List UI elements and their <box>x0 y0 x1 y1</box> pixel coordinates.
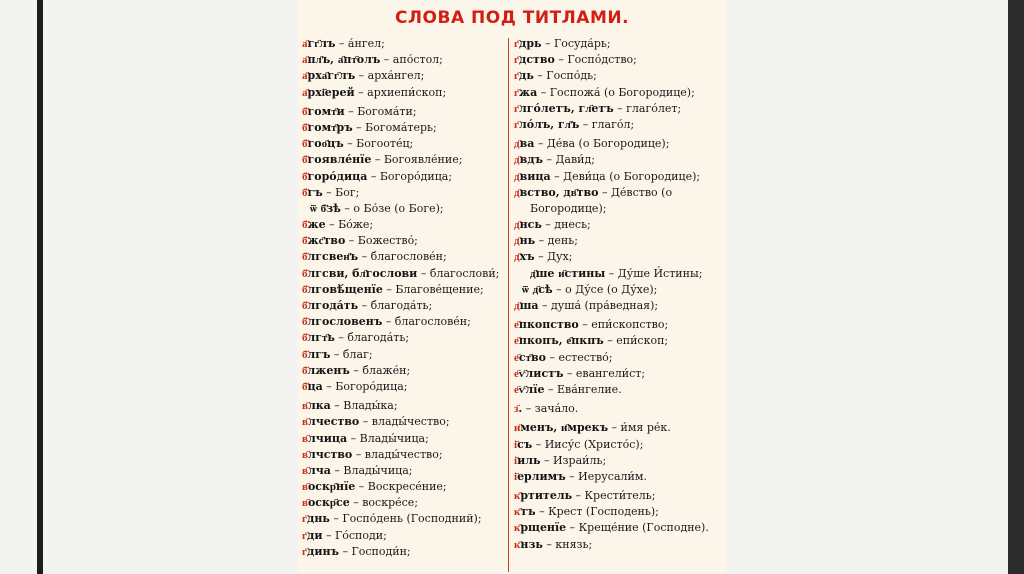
glossary-entry <box>514 382 724 398</box>
red-initial: и҃ <box>514 421 521 435</box>
slavonic-abbreviation: тъ <box>520 505 536 519</box>
russian-meaning: – естество́; <box>545 350 613 364</box>
slavonic-abbreviation: оскр҃се <box>307 496 350 510</box>
slavonic-abbreviation: лго́летъ, гл҃етъ <box>519 101 614 115</box>
russian-meaning: – епи́скопство; <box>578 318 669 332</box>
glossary-entry <box>514 117 724 133</box>
russian-meaning: – Госпожа́ (о Богородице); <box>537 85 695 99</box>
glossary-entry <box>302 379 506 395</box>
russian-meaning: – благослове́н; <box>358 250 447 264</box>
russian-meaning: – Де́вство (о <box>598 185 673 199</box>
glossary-entry <box>302 347 506 363</box>
red-initial: б҃ <box>302 347 308 361</box>
red-initial: в҃ <box>302 480 308 494</box>
slavonic-abbreviation: лгсви, бл҃гослови <box>307 266 418 280</box>
slavonic-abbreviation: ѵ҃лїе <box>518 382 545 396</box>
glossary-entry <box>514 249 724 265</box>
russian-meaning: – Де́ва (о Богородице); <box>534 137 670 151</box>
red-initial: і҃ <box>514 453 518 467</box>
glossary-entry <box>302 266 506 282</box>
glossary-entry <box>302 282 506 298</box>
red-initial: б҃ <box>302 120 308 134</box>
russian-meaning: – Богоро́дица; <box>367 169 453 183</box>
russian-meaning: Богородице); <box>530 201 607 215</box>
red-initial: б҃ <box>302 250 308 264</box>
slavonic-abbreviation: лгсвен҃ъ <box>307 250 359 264</box>
red-initial: б҃ <box>302 315 308 329</box>
red-initial: д҃ <box>514 299 520 312</box>
russian-meaning: – а́нгел; <box>335 37 385 50</box>
red-initial: а҃ <box>302 69 308 83</box>
slavonic-abbreviation: днь <box>307 512 330 526</box>
slavonic-abbreviation: лгъ <box>307 347 331 361</box>
red-initial: г҃ <box>514 53 519 67</box>
slavonic-abbreviation: . <box>518 402 523 416</box>
glossary-entry <box>302 152 506 168</box>
russian-meaning: – Господи́н; <box>338 544 411 558</box>
slavonic-abbreviation: ѵ҃листъ <box>518 366 564 380</box>
glossary-entry <box>302 201 506 217</box>
glossary-entry <box>514 233 724 249</box>
red-initial: г҃ <box>514 101 519 115</box>
russian-meaning: – Богома́терь; <box>352 120 437 134</box>
glossary-entry <box>302 217 506 233</box>
red-initial: в҃ <box>302 463 308 477</box>
red-initial: д҃ <box>514 250 520 264</box>
glossary-entry <box>514 537 724 553</box>
slavonic-abbreviation: же <box>307 218 326 232</box>
red-initial: б҃ <box>302 104 308 118</box>
russian-meaning: – Деви́ца (о Богородице); <box>550 169 701 183</box>
glossary-entry <box>302 136 506 152</box>
russian-meaning: – Дави́д; <box>543 153 595 167</box>
russian-meaning: – Госпо́дство; <box>554 53 637 67</box>
russian-meaning: – Богооте́ц; <box>343 137 414 151</box>
glossary-entry <box>514 488 724 504</box>
russian-meaning: – душа́ (пра́ведная); <box>538 299 659 312</box>
slavonic-abbreviation: вство, дв҃тво <box>519 185 599 199</box>
russian-meaning: – Ду́ше И́стины; <box>605 266 703 280</box>
slavonic-abbreviation: гг҃лъ <box>307 37 336 50</box>
russian-meaning: – Иерусали́м. <box>565 469 647 483</box>
russian-meaning: – влады́чество; <box>352 447 443 461</box>
red-initial: д҃ <box>514 234 520 248</box>
red-initial: а҃ <box>302 85 308 99</box>
slavonic-abbreviation: пкопство <box>518 318 579 332</box>
glossary-entry <box>514 366 724 382</box>
glossary-entry <box>302 495 506 511</box>
russian-meaning: – князь; <box>542 537 593 551</box>
glossary-entry <box>514 453 724 469</box>
glossary-entry <box>302 479 506 495</box>
russian-meaning: – Божество́; <box>345 234 418 248</box>
russian-meaning: – день; <box>535 234 578 248</box>
left-column <box>302 36 506 560</box>
slavonic-abbreviation: ѿ б҃зѣ <box>310 201 341 215</box>
glossary-entry <box>514 298 724 314</box>
glossary-entry <box>514 185 724 201</box>
russian-meaning: – Госпо́день (Господний); <box>329 512 482 526</box>
red-initial: б҃ <box>302 379 308 393</box>
glossary-entry <box>302 36 506 52</box>
glossary-entry <box>302 463 506 479</box>
red-initial: з҃ <box>514 402 519 416</box>
glossary-entry <box>302 85 506 101</box>
slavonic-abbreviation: горо́дица <box>307 169 368 183</box>
slavonic-abbreviation: жа <box>519 85 538 99</box>
slavonic-abbreviation: ва <box>519 137 535 151</box>
glossary-entry <box>514 101 724 117</box>
red-initial: б҃ <box>302 299 308 312</box>
red-initial: г҃ <box>302 512 307 526</box>
glossary-entry <box>302 68 506 84</box>
glossary-entry <box>514 504 724 520</box>
russian-meaning: – воскре́се; <box>349 496 419 510</box>
glossary-entry <box>514 266 724 282</box>
red-initial: е҃ <box>514 318 519 332</box>
glossary-entry <box>514 469 724 485</box>
russian-meaning: – апо́стол; <box>380 53 443 67</box>
slavonic-abbreviation: лча <box>307 463 331 477</box>
slavonic-abbreviation: пкопъ, е҃пкпъ <box>518 334 604 348</box>
slavonic-abbreviation: менъ, и҃мрекъ <box>520 421 609 435</box>
russian-meaning: – Иису́с (Христо́с); <box>532 437 644 451</box>
glossary-entry <box>302 52 506 68</box>
red-initial: к҃ <box>514 537 521 551</box>
glossary-entry <box>514 437 724 453</box>
russian-meaning: – влады́чество; <box>359 415 450 429</box>
red-initial: е҃ <box>514 382 519 396</box>
slavonic-abbreviation: ртитель <box>520 489 573 503</box>
red-initial: б҃ <box>302 266 308 280</box>
red-initial: е҃ <box>514 334 519 348</box>
red-initial: б҃ <box>302 282 308 296</box>
glossary-entry <box>302 544 506 560</box>
slavonic-abbreviation: лговѣ́щенїе <box>307 282 383 296</box>
russian-meaning: – Богоро́дица; <box>322 379 408 393</box>
russian-meaning: – Благове́щение; <box>382 282 484 296</box>
glossary-entry <box>514 420 724 436</box>
red-initial: б҃ <box>302 185 308 199</box>
glossary-entry <box>514 85 724 101</box>
red-initial: б҃ <box>302 234 308 248</box>
glossary-entry <box>302 414 506 430</box>
glossary-entry <box>514 401 724 417</box>
red-initial: д҃ <box>514 169 520 183</box>
glossary-entry <box>302 233 506 249</box>
glossary-entry <box>514 350 724 366</box>
slavonic-abbreviation: дрь <box>519 37 542 50</box>
slavonic-abbreviation: лгт҃ь <box>307 331 335 345</box>
right-column <box>514 36 724 553</box>
red-initial: к҃ <box>514 521 521 535</box>
slavonic-abbreviation: д҃ше и҃стины <box>530 266 606 280</box>
russian-meaning: – Дух; <box>534 250 573 264</box>
russian-meaning: – Бог; <box>322 185 360 199</box>
russian-meaning: – Влады́ка; <box>330 399 398 413</box>
glossary-entry <box>302 314 506 330</box>
red-initial: г҃ <box>514 85 519 99</box>
red-initial: г҃ <box>514 37 519 50</box>
red-initial: г҃ <box>514 117 519 131</box>
red-initial: г҃ <box>514 69 519 83</box>
red-initial: в҃ <box>302 415 308 429</box>
slavonic-abbreviation: съ <box>517 437 533 451</box>
glossary-entry <box>514 201 724 217</box>
russian-meaning: – благода́ть; <box>358 299 433 312</box>
red-initial: б҃ <box>302 331 308 345</box>
glossary-entry <box>302 298 506 314</box>
russian-meaning: – Крест (Господень); <box>535 505 659 519</box>
glossary-entry <box>514 520 724 536</box>
glossary-entry <box>302 169 506 185</box>
russian-meaning: – Крести́тель; <box>572 489 656 503</box>
glossary-entry <box>302 447 506 463</box>
russian-meaning: – глаго́л; <box>579 117 635 131</box>
glossary-entry <box>302 511 506 527</box>
slavonic-abbreviation: вдъ <box>519 153 543 167</box>
russian-meaning: – благ; <box>330 347 373 361</box>
russian-meaning: – благослови́; <box>417 266 500 280</box>
document-page <box>298 0 726 574</box>
slavonic-abbreviation: вица <box>519 169 551 183</box>
red-initial: б҃ <box>302 363 308 377</box>
russian-meaning: – Ева́нгелие. <box>544 382 622 396</box>
red-initial: к҃ <box>514 489 521 503</box>
red-initial: д҃ <box>514 218 520 232</box>
left-dark-border <box>37 0 43 574</box>
red-initial: в҃ <box>302 447 308 461</box>
glossary-entry <box>514 52 724 68</box>
slavonic-abbreviation: гоо҃цъ <box>307 137 344 151</box>
slavonic-abbreviation: иль <box>517 453 541 467</box>
slavonic-abbreviation: ди <box>307 528 323 542</box>
right-dark-border <box>1008 0 1024 574</box>
russian-meaning: – арха́нгел; <box>355 69 425 83</box>
red-initial: і҃ <box>514 469 518 483</box>
glossary-entry <box>514 136 724 152</box>
red-initial: е҃ <box>514 350 519 364</box>
slavonic-abbreviation: хъ <box>519 250 535 264</box>
glossary-entry <box>302 528 506 544</box>
slavonic-abbreviation: динъ <box>307 544 339 558</box>
slavonic-abbreviation: лка <box>307 399 331 413</box>
russian-meaning: – блаже́н; <box>349 363 411 377</box>
russian-meaning: – зача́ло. <box>522 402 579 416</box>
glossary-entry <box>514 68 724 84</box>
slavonic-abbreviation: лгословенъ <box>307 315 383 329</box>
slavonic-abbreviation: ерлимъ <box>517 469 566 483</box>
glossary-entry <box>514 333 724 349</box>
slavonic-abbreviation: ца <box>307 379 323 393</box>
glossary-entry <box>302 249 506 265</box>
red-initial: а҃ <box>302 53 308 67</box>
glossary-entry <box>514 282 724 298</box>
russian-meaning: – Бо́же; <box>325 218 374 232</box>
russian-meaning: – о Ду́се (о Ду́хе); <box>552 282 658 296</box>
slavonic-abbreviation: пл҃ъ, а҃пт҃олъ <box>307 53 381 67</box>
red-initial: д҃ <box>514 137 520 151</box>
russian-meaning: – благослове́н; <box>382 315 471 329</box>
red-initial: г҃ <box>302 528 307 542</box>
russian-meaning: – и́мя ре́к. <box>608 421 671 435</box>
red-initial: г҃ <box>302 544 307 558</box>
russian-meaning: – Израи́ль; <box>540 453 607 467</box>
glossary-entry <box>514 169 724 185</box>
red-initial: б҃ <box>302 137 308 151</box>
slavonic-abbreviation: лгода́ть <box>307 299 359 312</box>
glossary-entry <box>302 431 506 447</box>
russian-meaning: – Го́споди; <box>322 528 387 542</box>
slavonic-abbreviation: ѿ д҃сѣ <box>522 282 553 296</box>
russian-meaning: – Влады́чица; <box>347 431 429 445</box>
slavonic-abbreviation: лженъ <box>307 363 350 377</box>
russian-meaning: – архиепи́скоп; <box>354 85 447 99</box>
slavonic-abbreviation: гоявле́нїе <box>307 153 372 167</box>
glossary-entry <box>514 152 724 168</box>
slavonic-abbreviation: нсь <box>519 218 542 232</box>
slavonic-abbreviation: гомт҃ръ <box>307 120 353 134</box>
russian-meaning: – Богома́ти; <box>344 104 417 118</box>
column-divider <box>508 38 509 572</box>
slavonic-abbreviation: дство <box>519 53 555 67</box>
slavonic-abbreviation: гъ <box>307 185 323 199</box>
slavonic-abbreviation: гомт҃и <box>307 104 345 118</box>
red-initial: б҃ <box>302 218 308 232</box>
slavonic-abbreviation: дь <box>519 69 534 83</box>
slavonic-abbreviation: нзь <box>520 537 543 551</box>
russian-meaning: – Влады́чица; <box>330 463 413 477</box>
slavonic-abbreviation: рха҃гг҃лъ <box>307 69 356 83</box>
russian-meaning: – благода́ть; <box>334 331 410 345</box>
slavonic-abbreviation: рщенїе <box>520 521 567 535</box>
slavonic-abbreviation: лчство <box>307 447 353 461</box>
slavonic-abbreviation: лчица <box>307 431 348 445</box>
slavonic-abbreviation: ша <box>519 299 539 312</box>
russian-meaning: – Богоявле́ние; <box>371 153 463 167</box>
red-initial: е҃ <box>514 366 519 380</box>
slavonic-abbreviation: ло́лъ, гл҃ъ <box>519 117 580 131</box>
slavonic-abbreviation: жс҃тво <box>307 234 346 248</box>
russian-meaning: – Госпо́дь; <box>533 69 597 83</box>
red-initial: а҃ <box>302 37 308 50</box>
glossary-entry <box>302 185 506 201</box>
glossary-entry <box>514 36 724 52</box>
russian-meaning: – о Бо́зе (о Боге); <box>340 201 444 215</box>
glossary-entry <box>302 330 506 346</box>
russian-meaning: – Креще́ние (Господне). <box>566 521 709 535</box>
page-title: СЛОВА ПОД ТИТЛАМИ. <box>394 8 630 28</box>
glossary-entry <box>302 104 506 120</box>
glossary-entry <box>302 398 506 414</box>
red-initial: в҃ <box>302 431 308 445</box>
red-initial: б҃ <box>302 169 308 183</box>
red-initial: в҃ <box>302 399 308 413</box>
red-initial: б҃ <box>302 153 308 167</box>
glossary-entry <box>302 120 506 136</box>
red-initial: в҃ <box>302 496 308 510</box>
russian-meaning: – епи́скоп; <box>603 334 669 348</box>
red-initial: д҃ <box>514 185 520 199</box>
red-initial: к҃ <box>514 505 521 519</box>
russian-meaning: – днесь; <box>541 218 591 232</box>
slavonic-abbreviation: рхі҃ерей <box>307 85 355 99</box>
glossary-entry <box>302 363 506 379</box>
slavonic-abbreviation: лчество <box>307 415 360 429</box>
glossary-entry <box>514 217 724 233</box>
slavonic-abbreviation: нь <box>519 234 536 248</box>
russian-meaning: – Госуда́рь; <box>541 37 611 50</box>
slavonic-abbreviation: ст҃во <box>518 350 546 364</box>
russian-meaning: – евангели́ст; <box>563 366 646 380</box>
glossary-entry <box>514 317 724 333</box>
slavonic-abbreviation: оскр҃нїе <box>307 480 356 494</box>
red-initial: д҃ <box>514 153 520 167</box>
red-initial: і҃ <box>514 437 518 451</box>
russian-meaning: – Воскресе́ние; <box>355 480 447 494</box>
russian-meaning: – глаго́лет; <box>613 101 682 115</box>
